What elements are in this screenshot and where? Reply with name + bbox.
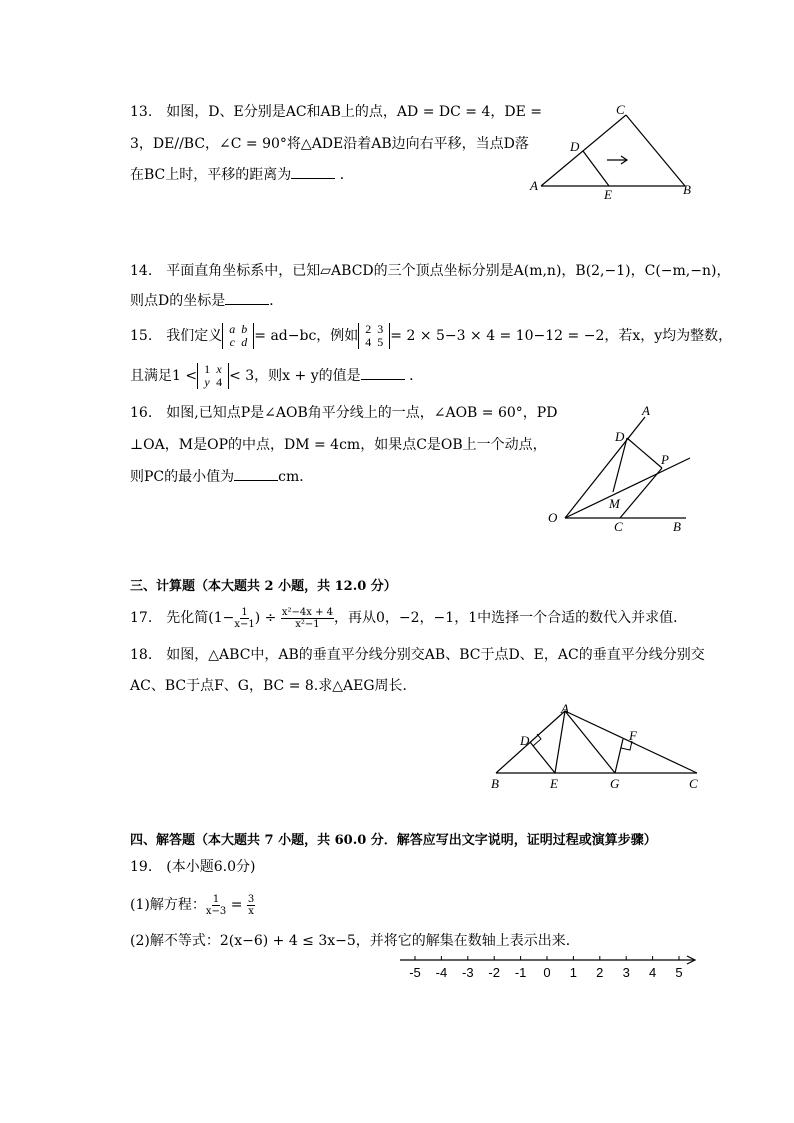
q19-fraction-1 [206, 894, 226, 917]
q15-def-rhs: = ad−bc，例如 [254, 328, 359, 344]
q19-part-2: (2)解不等式：2(x−6) + 4 ≤ 3x−5，并将它的解集在数轴上表示出来． [130, 933, 580, 949]
q16-line-3 [130, 468, 313, 486]
q16-label-d: D [615, 429, 625, 444]
det-a: a [229, 322, 236, 336]
q13-figure [525, 98, 700, 203]
q16-unit: cm． [278, 469, 314, 485]
q16-label-c: C [614, 519, 623, 534]
determinant-condition [197, 363, 229, 389]
answer-blank [361, 367, 405, 380]
ex-b: 3 [377, 322, 384, 336]
number-line-label: 2 [596, 965, 604, 980]
answer-blank [291, 166, 335, 179]
q19-fraction-2 [247, 894, 255, 917]
determinant-example [358, 323, 390, 349]
ex-a: 2 [365, 322, 372, 336]
det-b: b [241, 322, 248, 336]
q18-label-a: A [561, 701, 569, 716]
q14-end: ． [269, 293, 284, 309]
q18-label-d: D [520, 733, 530, 748]
q19-eq: = [230, 897, 243, 913]
number-line-label: 1 [569, 965, 578, 980]
frac-num: 1 [212, 893, 220, 905]
q18-figure [485, 700, 705, 795]
det-c: c [229, 335, 235, 349]
q13-label-e: E [604, 187, 612, 202]
q18-label-f: F [629, 728, 637, 743]
determinant-definition [222, 323, 254, 349]
number-line-label: -3 [462, 965, 474, 980]
q17-fraction-2 [281, 607, 334, 630]
number-line-label: 5 [675, 965, 683, 980]
cond-d: 4 [216, 375, 223, 389]
q16-label-o: O [548, 510, 558, 525]
q14-line-2 [130, 292, 283, 310]
frac-num: 3 [247, 893, 255, 905]
q18-label-c: C [689, 776, 698, 791]
det-d: d [241, 335, 248, 349]
frac-den: x [248, 905, 254, 917]
q15-line2-prefix: 且满足1 < [130, 368, 198, 384]
answer-blank [234, 468, 278, 481]
q15-end: ． [409, 368, 424, 384]
number-line-label: 0 [543, 965, 551, 980]
number-line-label: -1 [514, 965, 527, 980]
number-line-label: 4 [648, 965, 657, 980]
ex-c: 4 [365, 335, 372, 349]
q13-text: 在BC上时，平移的距离为 [130, 167, 292, 183]
q19-title: 19. (本小题6.0分) [130, 859, 256, 875]
q16-label-p: P [661, 452, 669, 467]
q13-line-3 [130, 166, 354, 184]
q13-label-c: C [616, 102, 625, 117]
q15-line-2 [130, 362, 423, 390]
number-line-label: 3 [622, 965, 630, 980]
q18-label-e: E [550, 776, 558, 791]
q17-fraction-1 [234, 607, 254, 630]
number-line-label: -2 [488, 965, 500, 980]
q18-line-2: AC、BC于点F、G，BC = 8.求△AEG周长． [130, 678, 417, 694]
q16-label-a: A [642, 403, 650, 418]
q17-suffix: ，再从0，−2，−1，1中选择一个合适的数代入并求值． [334, 610, 688, 626]
q19-part-1 [130, 890, 255, 920]
q18-line-1: 18. 如图，△ABC中，AB的垂直平分线分别交AB、BC于点D、E，AC的垂直平分线分别交 [130, 647, 705, 663]
frac-den: x²−1 [295, 618, 320, 630]
frac-den: x−1 [234, 618, 255, 630]
q17-line [130, 602, 687, 634]
q16-line-2: ⊥OA，M是OP的中点，DM = 4cm，如果点C是OB上一个动点， [130, 437, 547, 453]
q17-op: ) ÷ [254, 610, 277, 626]
q15-prefix: 15. 我们定义 [130, 328, 223, 344]
frac-den: x−3 [205, 905, 227, 917]
q18-label-b: B [491, 776, 499, 791]
ex-d: 5 [377, 335, 384, 349]
q15-line2-suffix: < 3，则x + y的值是 [229, 368, 361, 384]
q16-line-1: 16. 如图,已知点P是∠AOB角平分线上的一点，∠AOB = 60°，PD [130, 405, 558, 421]
number-line [395, 950, 705, 986]
cond-a: 1 [204, 362, 211, 376]
q17-prefix: 17. 先化简(1− [130, 610, 235, 626]
q18-label-g: G [610, 776, 620, 791]
answer-blank [225, 292, 269, 305]
q13-label-b: B [683, 182, 691, 197]
q13-label-d: D [570, 139, 580, 154]
number-line-label: -5 [409, 965, 421, 980]
q14-text: 则点D的坐标是 [130, 293, 226, 309]
q15-line-1 [130, 322, 732, 350]
section-3-heading: 三、计算题（本大题共 2 小题，共 12.0 分） [130, 579, 397, 594]
cond-c: y [204, 375, 210, 389]
frac-num: 1 [241, 606, 248, 618]
frac-num: x²−4x + 4 [281, 606, 334, 618]
q16-label-m: M [609, 496, 620, 511]
q13-end: ． [339, 167, 354, 183]
q16-label-b: B [673, 519, 681, 534]
q13-label-a: A [530, 178, 538, 193]
section-4-heading: 四、解答题（本大题共 7 小题，共 60.0 分．解答应写出文字说明，证明过程或演算步骤） [130, 833, 657, 848]
cond-b: x [216, 362, 222, 376]
q16-figure [540, 400, 705, 540]
number-line-label: -4 [435, 965, 448, 980]
q16-text: 则PC的最小值为 [130, 469, 235, 485]
q13-line-1: 13. 如图，D、E分别是AC和AB上的点，AD = DC = 4，DE = [130, 104, 542, 120]
q19-p1-prefix: (1)解方程： [130, 897, 206, 913]
q15-ex-rhs: = 2 × 5−3 × 4 = 10−12 = −2，若x，y均为整数， [390, 328, 733, 344]
q14-line-1: 14. 平面直角坐标系中，已知▱ABCD的三个顶点坐标分别是A(m,n)，B(2,−1)，C(−m,−n)， [130, 263, 731, 279]
q13-line-2: 3，DE//BC，∠C = 90°将△ADE沿着AB边向右平移，当点D落 [130, 136, 529, 152]
